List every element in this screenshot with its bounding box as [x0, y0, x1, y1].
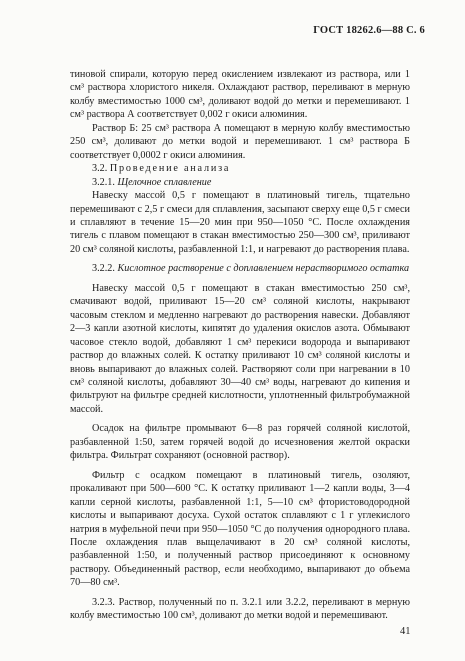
paragraph: Раствор Б: 25 см³ раствора А помещают в мерную колбу вместимостью 250 см³, доливают до метки водой и перемешивают. 1 см³ раствора Б соответствует 0,0002 г окиси алюминия. [70, 122, 410, 161]
paragraph: Навеску массой 0,5 г помещают в платиновый тигель, тщательно перемешивают с 2,5 г смеси для сплавления, засыпают сверху еще 0,5 г смеси и сплавляют в течение 15—20 мин при 950—1050 °С. После охлаждения тигель с плавом помещают в стакан вместимостью 250—300 см³, приливают 20 см³ соляной кислоты, разбавленной 1:1, и нагревают до растворения плава. [70, 190, 410, 255]
section-heading-3-2-1 [70, 176, 410, 189]
paragraph: 3.2.3. Раствор, полученный по п. 3.2.1 или 3.2.2, переливают в мерную колбу вместимостью 100 см³, доливают до метки водой и перемешивают. [70, 596, 410, 622]
section-title: Проведение анализа [109, 163, 231, 175]
section-title: Кислотное растворение с доплавлением нерастворимого остатка [117, 263, 410, 275]
section-heading-3-2 [70, 162, 410, 175]
paragraph: тиновой спирали, которую перед окислением извлекают из раствора, или 1 см³ раствора хлористого никеля. Охлаждают раствор, переливают в мерную колбу вместимостью 1000 см³, доливают водой до метки и перемешивают. 1 см³ раствора А соответствует 0,002 г окиси алюминия. [70, 69, 410, 121]
section-number: 3.2.2. [92, 263, 115, 275]
page-number: 41 [400, 626, 411, 637]
section-heading-3-2-2 [70, 262, 410, 275]
page-header: ГОСТ 18262.6—88 С. 6 [313, 25, 425, 36]
paragraph: Навеску массой 0,5 г помещают в стакан вместимостью 250 см³, смачивают водой, приливают 15—20 см³ соляной кислоты, накрывают часовым стеклом и медленно нагревают до растворения навески. Добавляют 2—3 капли азотной кислоты, кипятят до удаления окислов азота. Обмывают часовое стекло водой, добавляют 1 см³ перекиси водорода и выпаривают раствор до влажных солей. К остатку приливают 10 см³ соляной кислоты и вновь выпаривают до влажных солей. Растворяют соли при нагревании в 10 см³ соляной кислоты, добавляют 30—40 см³ воды, нагревают до кипения и фильтруют на фильтре средней кислотности, уплотненный фильтробумажной массой. [70, 282, 410, 415]
section-title: Щелочное сплавление [117, 176, 212, 188]
paragraph: Осадок на фильтре промывают 6—8 раз горячей соляной кислотой, разбавленной 1:50, затем горячей водой до исчезновения желтой окраски фильтра. Фильтрат сохраняют (основной раствор). [70, 423, 410, 462]
section-number: 3.2. [92, 163, 108, 175]
paragraph: Фильтр с осадком помещают в платиновый тигель, озоляют, прокаливают при 500—600 °С. К остатку приливают 1—2 капли воды, 3—4 капли серной кислоты, разбавленной 1:1, 5—10 см³ фтористоводородной кислоты и выпаривают досуха. Сухой остаток сплавляют с 1 г углекислого натрия в муфельной печи при 950—1050 °С до получения однородного плава. После охлаждения плав выщелачивают в 20 см³ соляной кислоты, разбавленной 1:50, и полученный раствор присоединяют к основному раствору. Объединенный раствор, если необходимо, выпаривают до объема 70—80 см³. [70, 469, 410, 589]
page-body [70, 68, 410, 623]
section-number: 3.2.1. [92, 176, 115, 188]
